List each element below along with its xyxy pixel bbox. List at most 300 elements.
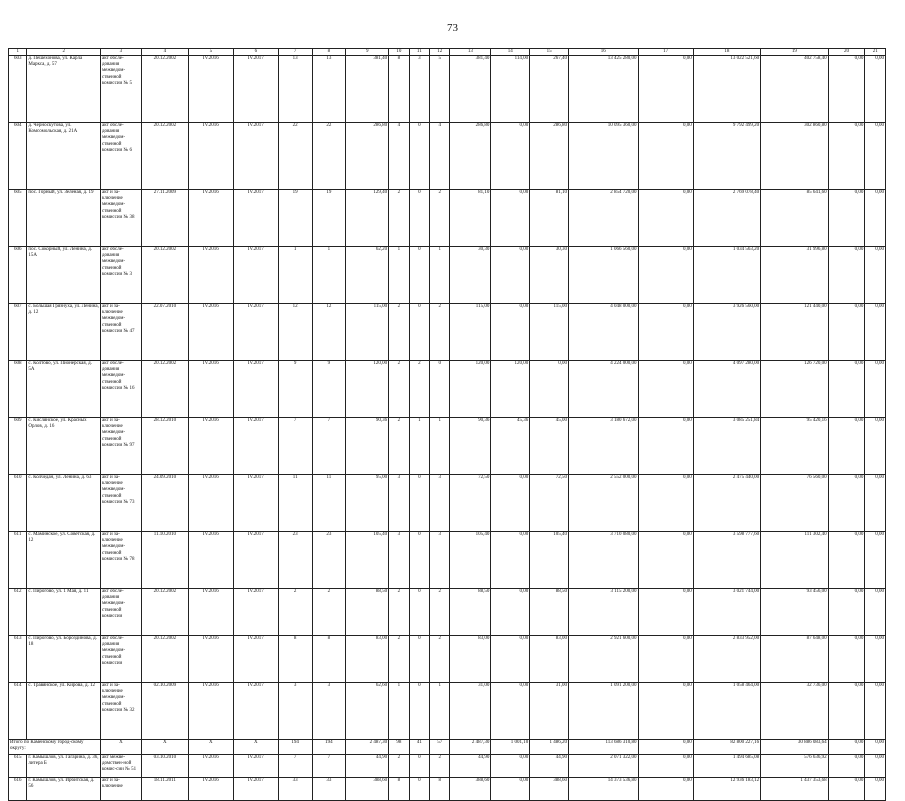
table-cell: 0,00	[828, 683, 865, 740]
table-cell: 1 066 560,00	[569, 247, 639, 304]
table-cell: 7	[278, 755, 312, 778]
table-cell: 2 833 952,00	[693, 636, 760, 683]
table-cell: 20.12.2002	[141, 636, 188, 683]
table-row	[9, 56, 886, 123]
table-cell: 0,00	[865, 589, 886, 636]
table-cell: 2 769 078,40	[693, 190, 760, 247]
table-cell: 18.11.2011	[141, 778, 188, 801]
table-cell: 0,00	[865, 56, 886, 123]
table-cell: 115,00	[450, 304, 491, 361]
table-cell: 0,00	[865, 755, 886, 778]
table-cell: с. Травянское, ул. Кирова, д. 12	[27, 683, 101, 740]
table-cell: 0	[409, 190, 429, 247]
table-cell: IV.2017	[233, 56, 278, 123]
table-row	[9, 418, 886, 475]
table-cell: 0,00	[828, 304, 865, 361]
table-cell: 31,00	[450, 683, 491, 740]
table-cell: 0,00	[491, 532, 530, 589]
table-cell: 2	[312, 589, 346, 636]
table-row	[9, 304, 886, 361]
table-cell: акт обсле-дования межведом-ственной комиссии № 5	[100, 56, 141, 123]
table-cell: акт обсле-дования межведом-ственной комиссии № 6	[100, 123, 141, 190]
total-cell: 194	[312, 740, 346, 755]
table-cell: акт и за-ключение межведом-ственной комиссии № 97	[100, 418, 141, 475]
table-cell: 03.10.2010	[141, 755, 188, 778]
table-cell: 88,50	[530, 589, 569, 636]
total-cell: X	[188, 740, 233, 755]
table-cell: 4 224 000,00	[569, 361, 639, 418]
table-cell: IV.2017	[233, 247, 278, 304]
table-cell: 605	[9, 190, 27, 247]
table-cell: 2 475 440,00	[693, 475, 760, 532]
table-cell: 0,00	[638, 361, 693, 418]
table-cell: 2	[430, 755, 450, 778]
table-cell: 83,00	[346, 636, 389, 683]
table-cell: 1	[409, 418, 429, 475]
table-cell: 1	[430, 418, 450, 475]
table-cell: 0,00	[865, 778, 886, 801]
table-cell: 4 048 000,00	[569, 304, 639, 361]
table-cell: акт обсле-дования межведом-ственной комиссии № 16	[100, 361, 141, 418]
table-cell: 0,00	[865, 636, 886, 683]
table-cell: 90,36	[346, 418, 389, 475]
table-cell: 111 302,40	[761, 532, 828, 589]
table-cell: 0,00	[828, 755, 865, 778]
table-cell: IV.2016	[188, 123, 233, 190]
column-number: 7	[278, 49, 312, 56]
table-cell: 604	[9, 123, 27, 190]
table-cell: с. Колчедан, ул. Ленина, д. 63	[27, 475, 101, 532]
table-cell: 115,00	[530, 304, 569, 361]
table-cell: 9 792 499,20	[693, 123, 760, 190]
table-cell: 4	[389, 123, 409, 190]
table-cell: 33	[312, 778, 346, 801]
table-cell: 0	[409, 532, 429, 589]
table-cell: 1	[389, 683, 409, 740]
table-cell: 3	[389, 532, 409, 589]
table-cell: с. Маминское, ул. Советская, д. 12	[27, 532, 101, 589]
table-cell: 13	[278, 56, 312, 123]
table-cell: 0,00	[828, 123, 865, 190]
table-cell: 2	[389, 190, 409, 247]
column-number: 17	[638, 49, 693, 56]
table-cell: IV.2017	[233, 636, 278, 683]
table-cell: 0	[409, 589, 429, 636]
table-cell: 0,00	[828, 56, 865, 123]
table-cell: 1 058 464,00	[693, 683, 760, 740]
table-cell: акт обсле-дования межведом-ственной комиссии	[100, 636, 141, 683]
table-cell: 2	[278, 589, 312, 636]
table-cell: 27.11.2009	[141, 190, 188, 247]
table-cell: 2	[430, 190, 450, 247]
table-cell: IV.2016	[188, 532, 233, 589]
table-cell: 120,00	[450, 361, 491, 418]
column-number: 19	[761, 49, 828, 56]
table-cell: 0,00	[828, 475, 865, 532]
table-cell: 114,00	[491, 56, 530, 123]
table-cell: IV.2016	[188, 755, 233, 778]
table-cell: 83,00	[450, 636, 491, 683]
table-cell: 0,00	[638, 418, 693, 475]
table-cell: 608	[9, 361, 27, 418]
table-cell: 7	[278, 418, 312, 475]
table-cell: IV.2017	[233, 361, 278, 418]
table-cell: 614	[9, 683, 27, 740]
table-cell: акт и за-ключение межведом-ственной комиссии № 32	[100, 683, 141, 740]
table-cell: акт и за-ключение межведом-ственной комиссии № 78	[100, 532, 141, 589]
table-cell: 8	[389, 56, 409, 123]
table-cell: 1 494 685,08	[693, 755, 760, 778]
table-cell: 72,50	[450, 475, 491, 532]
table-cell: 0,00	[638, 589, 693, 636]
table-cell: 0,00	[865, 418, 886, 475]
table-cell: IV.2017	[233, 190, 278, 247]
table-cell: 616	[9, 778, 27, 801]
table-cell: 20.12.2002	[141, 589, 188, 636]
table-cell: 0,00	[865, 247, 886, 304]
total-cell: X	[100, 740, 141, 755]
table-cell: 5	[430, 56, 450, 123]
total-cell: 0,00	[828, 740, 865, 755]
table-cell: IV.2016	[188, 475, 233, 532]
table-cell: 126 720,00	[761, 361, 828, 418]
table-cell: 0,00	[491, 190, 530, 247]
table-cell: IV.2016	[188, 361, 233, 418]
column-number: 6	[233, 49, 278, 56]
column-number: 14	[491, 49, 530, 56]
table-cell: 2 921 600,00	[569, 636, 639, 683]
table-cell: г. Камышлов, ул. Гагарина, д. 36, литера Б	[27, 755, 101, 778]
table-cell: 0,00	[828, 778, 865, 801]
table-cell: акт межве-домствен-ной комис-сии № 51	[100, 755, 141, 778]
table-cell: 388,60	[450, 778, 491, 801]
table-cell: 0,00	[638, 532, 693, 589]
table-cell: 23	[278, 532, 312, 589]
column-number: 5	[188, 49, 233, 56]
column-number: 11	[409, 49, 429, 56]
table-cell: 381,40	[346, 56, 389, 123]
table-cell: 20.12.2002	[141, 247, 188, 304]
table-cell: 83,00	[530, 636, 569, 683]
table-cell: 0,00	[638, 755, 693, 778]
table-cell: 10 095 360,00	[569, 123, 639, 190]
table-cell: 2 552 000,00	[569, 475, 639, 532]
table-cell: 611	[9, 532, 27, 589]
table-cell: 3 926 560,00	[693, 304, 760, 361]
table-cell: 2	[389, 636, 409, 683]
table-cell: 19	[278, 190, 312, 247]
table-cell: 0,00	[828, 361, 865, 418]
table-cell: 31 996,80	[761, 247, 828, 304]
table-cell: 0,00	[491, 589, 530, 636]
table-cell: 0,00	[491, 683, 530, 740]
table-cell: IV.2016	[188, 778, 233, 801]
column-number: 21	[865, 49, 886, 56]
table-cell: 9	[312, 361, 346, 418]
table-cell: 267,40	[530, 56, 569, 123]
total-cell: 30 886 083,64	[761, 740, 828, 755]
table-cell: акт и за-ключение	[100, 778, 141, 801]
table-cell: 286,80	[346, 123, 389, 190]
column-number: 2	[27, 49, 101, 56]
table-cell: 8	[430, 778, 450, 801]
table-cell: 0,00	[865, 190, 886, 247]
table-cell: 32 736,00	[761, 683, 828, 740]
table-row	[9, 589, 886, 636]
table-cell: с. Пирогово, ул. Бороздинова, д. 18	[27, 636, 101, 683]
table-cell: IV.2017	[233, 532, 278, 589]
table-cell: 9	[278, 361, 312, 418]
table-cell: 0,00	[865, 475, 886, 532]
table-cell: 3	[278, 683, 312, 740]
table-cell: 0	[409, 475, 429, 532]
table-cell: 12 936 183,12	[693, 778, 760, 801]
table-cell: 2 854 720,00	[569, 190, 639, 247]
table-cell: 20.12.2002	[141, 361, 188, 418]
table-cell: 14 373 536,80	[569, 778, 639, 801]
table-cell: 12	[312, 304, 346, 361]
table-cell: IV.2017	[233, 683, 278, 740]
column-number: 4	[141, 49, 188, 56]
table-cell: 0	[430, 361, 450, 418]
table-cell: IV.2017	[233, 475, 278, 532]
table-cell: 13 022 521,60	[693, 56, 760, 123]
table-cell: 606	[9, 247, 27, 304]
table-cell: 87 648,00	[761, 636, 828, 683]
table-row	[9, 778, 886, 801]
table-body	[9, 49, 886, 801]
total-cell: 2 487,30	[450, 740, 491, 755]
total-cell: 41	[409, 740, 429, 755]
total-row	[9, 740, 886, 755]
table-cell: 88,50	[346, 589, 389, 636]
table-cell: 0,00	[865, 123, 886, 190]
table-cell: IV.2017	[233, 778, 278, 801]
table-cell: 23	[312, 532, 346, 589]
table-row	[9, 532, 886, 589]
table-cell: 8	[278, 636, 312, 683]
table-cell: д. Пешехонова, ул. Карла Маркса, д. 57	[27, 56, 101, 123]
table-cell: 381,40	[450, 56, 491, 123]
table-cell: 1	[430, 683, 450, 740]
table-cell: 3 021 744,00	[693, 589, 760, 636]
table-cell: 2	[430, 589, 450, 636]
table-cell: 3 710 080,00	[569, 532, 639, 589]
table-cell: 0,00	[865, 683, 886, 740]
total-cell: 98	[389, 740, 409, 755]
table-cell: пос. Сокорный, ул. Ленина, д. 15А	[27, 247, 101, 304]
table-cell: 0,00	[638, 247, 693, 304]
table-cell: акт обсле-дования межведом-ственной комиссии № 3	[100, 247, 141, 304]
table-cell: 1	[430, 247, 450, 304]
total-cell: 57	[430, 740, 450, 755]
table-cell: 95,00	[346, 475, 389, 532]
total-cell: 1 486,20	[530, 740, 569, 755]
table-cell: 45,00	[530, 418, 569, 475]
table-cell: 402 758,40	[761, 56, 828, 123]
table-cell: с. Колтово, ул. Пионерская, д. 5А	[27, 361, 101, 418]
table-cell: 11	[312, 475, 346, 532]
table-cell: 7	[312, 755, 346, 778]
table-cell: 19	[312, 190, 346, 247]
total-cell: 2 487,30	[346, 740, 389, 755]
column-number: 13	[450, 49, 491, 56]
table-cell: IV.2017	[233, 304, 278, 361]
table-row	[9, 361, 886, 418]
table-cell: 3 115 200,00	[569, 589, 639, 636]
table-cell: IV.2017	[233, 755, 278, 778]
table-cell: 105,40	[530, 532, 569, 589]
table-cell: IV.2016	[188, 636, 233, 683]
table-cell: 1	[278, 247, 312, 304]
table-cell: 286,80	[530, 123, 569, 190]
table-cell: 8	[312, 636, 346, 683]
table-cell: пос. Горный, ул. Зеленая, д. 19	[27, 190, 101, 247]
table-cell: 88,50	[450, 589, 491, 636]
table-cell: 603	[9, 56, 27, 123]
column-number-row	[9, 49, 886, 56]
table-cell: 3 180 672,00	[569, 418, 639, 475]
table-row	[9, 190, 886, 247]
table-row	[9, 755, 886, 778]
table-cell: 1	[312, 247, 346, 304]
table-cell: 615	[9, 755, 27, 778]
table-cell: 286,80	[450, 123, 491, 190]
table-cell: 24.09.2010	[141, 475, 188, 532]
table-cell: 45,36	[491, 418, 530, 475]
table-cell: 76 560,00	[761, 475, 828, 532]
table-cell: 0,00	[865, 304, 886, 361]
table-cell: 120,00	[491, 361, 530, 418]
table-cell: с. Пирогово, ул. 1 Мая, д. 11	[27, 589, 101, 636]
table-cell: 3	[389, 475, 409, 532]
table-cell: 44,90	[346, 755, 389, 778]
table-cell: 0	[409, 778, 429, 801]
table-cell: IV.2016	[188, 56, 233, 123]
table-cell: 2 071 322,00	[569, 755, 639, 778]
table-cell: 610	[9, 475, 27, 532]
total-cell: 82 800 227,16	[693, 740, 760, 755]
table-cell: IV.2016	[188, 418, 233, 475]
table-cell: 613	[9, 636, 27, 683]
table-cell: 0,00	[638, 123, 693, 190]
table-cell: 62,60	[346, 683, 389, 740]
table-cell: 02.10.2009	[141, 683, 188, 740]
table-cell: 0,00	[491, 247, 530, 304]
table-cell: 0,00	[828, 532, 865, 589]
table-cell: 4	[430, 123, 450, 190]
table-cell: 90,36	[450, 418, 491, 475]
column-number: 20	[828, 49, 865, 56]
table-cell: IV.2017	[233, 123, 278, 190]
table-cell: 0,00	[491, 755, 530, 778]
column-number: 8	[312, 49, 346, 56]
total-cell: 0,00	[638, 740, 693, 755]
table-cell: с. Кислянское, ул. Красных Орлов, д. 16	[27, 418, 101, 475]
table-cell: 302 860,80	[761, 123, 828, 190]
table-cell: акт и за-ключение межведом-ственной комиссии № 38	[100, 190, 141, 247]
table-cell: 0	[409, 683, 429, 740]
total-cell: X	[141, 740, 188, 755]
table-cell: 2	[430, 304, 450, 361]
table-cell: 93 456,00	[761, 589, 828, 636]
table-cell: IV.2016	[188, 190, 233, 247]
table-cell: 0,00	[638, 304, 693, 361]
table-cell: 1 091 200,00	[569, 683, 639, 740]
table-cell: 0,00	[828, 418, 865, 475]
table-cell: акт и за-ключение межведом-ственной комиссии № 73	[100, 475, 141, 532]
table-cell: 22.07.2010	[141, 304, 188, 361]
total-cell: 113 686 310,80	[569, 740, 639, 755]
table-cell: с. Большая Грязнуха, ул. Ленина, д. 12	[27, 304, 101, 361]
table-cell: 3	[312, 683, 346, 740]
table-cell: IV.2016	[188, 589, 233, 636]
table-cell: 3 598 777,60	[693, 532, 760, 589]
table-cell: 81,10	[530, 190, 569, 247]
table-cell: 105,40	[450, 532, 491, 589]
table-cell: 1 034 563,20	[693, 247, 760, 304]
table-cell: 30,30	[530, 247, 569, 304]
table-cell: 1	[389, 247, 409, 304]
table-cell: 8	[389, 778, 409, 801]
table-cell: 22	[278, 123, 312, 190]
table-cell: IV.2016	[188, 247, 233, 304]
table-cell: 0,00	[491, 304, 530, 361]
table-cell: 3	[409, 56, 429, 123]
table-cell: 0,00	[828, 636, 865, 683]
table-cell: 0	[409, 304, 429, 361]
page-number: 73	[447, 22, 458, 34]
table-cell: 2	[389, 589, 409, 636]
table-cell: 607	[9, 304, 27, 361]
table-cell: 0	[409, 123, 429, 190]
column-number: 18	[693, 49, 760, 56]
table-cell: 2	[409, 361, 429, 418]
table-cell: 121 440,00	[761, 304, 828, 361]
table-cell: 20.12.2002	[141, 123, 188, 190]
table-row	[9, 247, 886, 304]
table-cell: 44,90	[450, 755, 491, 778]
table-cell: акт и за-ключение межведом-ственной комиссии № 47	[100, 304, 141, 361]
table-cell: 2	[389, 418, 409, 475]
table-cell: 0,00	[638, 475, 693, 532]
column-number: 1	[9, 49, 27, 56]
table-cell: д. Черноскутова, ул. Комсомольская, д. 21А	[27, 123, 101, 190]
table-cell: 0,00	[491, 636, 530, 683]
column-number: 9	[346, 49, 389, 56]
table-cell: 62,20	[346, 247, 389, 304]
table-cell: г. Камышлов, ул. Ирбитская, д. 56	[27, 778, 101, 801]
table-cell: 2	[430, 636, 450, 683]
table-cell: 3	[430, 475, 450, 532]
column-number: 16	[569, 49, 639, 56]
table-cell: 0,00	[828, 190, 865, 247]
total-cell: 0,00	[865, 740, 886, 755]
table-cell: 11.10.2010	[141, 532, 188, 589]
table-cell: 388,60	[530, 778, 569, 801]
table-cell: 0,00	[638, 778, 693, 801]
table-cell: 22	[312, 123, 346, 190]
table-cell: 2	[389, 755, 409, 778]
table-cell: 0	[409, 755, 429, 778]
table-cell: 1 437 353,68	[761, 778, 828, 801]
table-cell: 28.12.2010	[141, 418, 188, 475]
table-cell: 2	[389, 361, 409, 418]
table-cell: 0,00	[491, 123, 530, 190]
column-number: 10	[389, 49, 409, 56]
table-cell: IV.2016	[188, 683, 233, 740]
table-cell: 0,00	[638, 190, 693, 247]
